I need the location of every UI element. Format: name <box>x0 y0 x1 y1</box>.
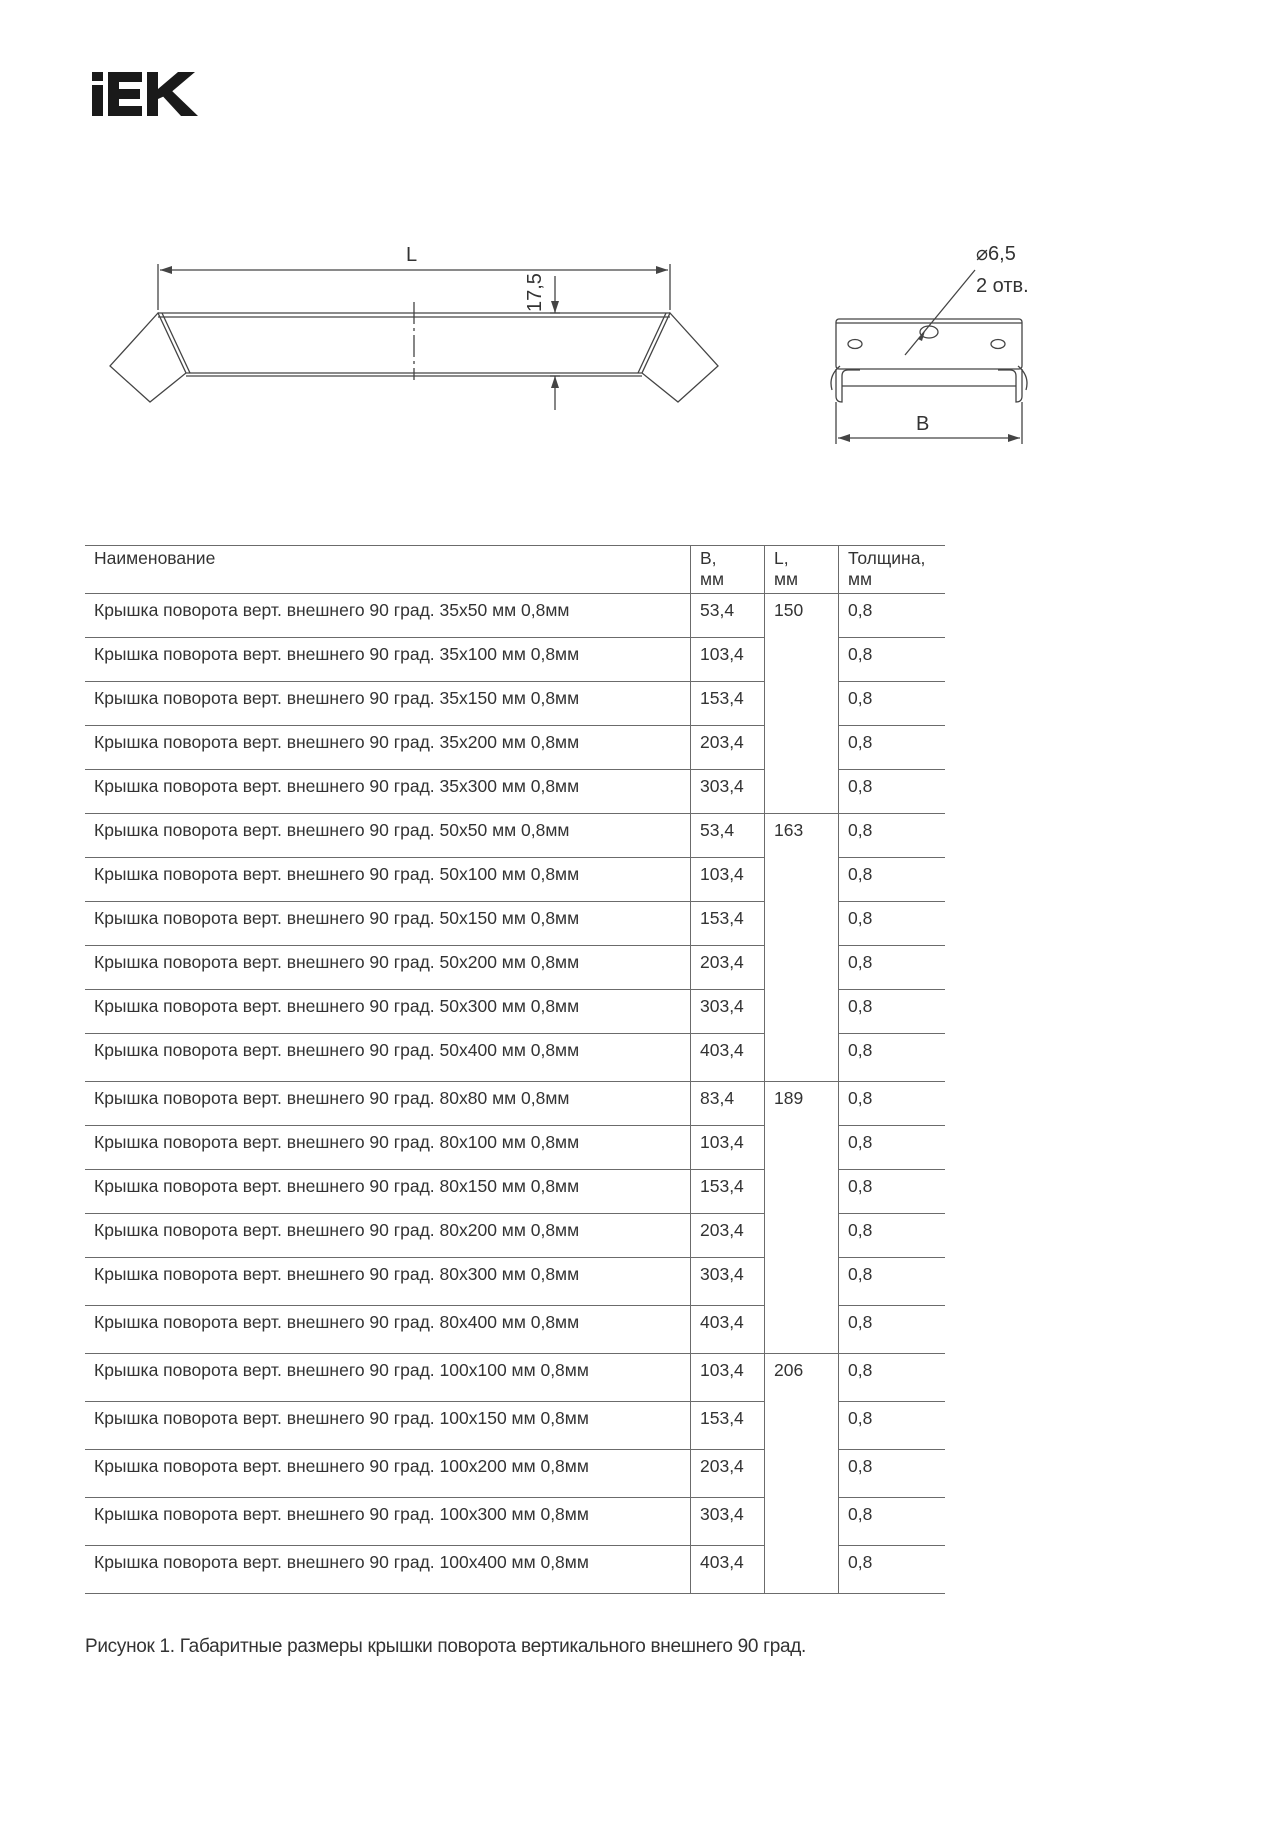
cell-b: 403,4 <box>691 1034 765 1082</box>
cell-thickness: 0,8 <box>839 1306 946 1354</box>
iek-logo <box>92 72 198 116</box>
side-view <box>110 302 718 402</box>
cell-b: 103,4 <box>691 858 765 902</box>
cell-thickness: 0,8 <box>839 1402 946 1450</box>
cell-name: Крышка поворота верт. внешнего 90 град. 35х200 мм 0,8мм <box>85 726 691 770</box>
cell-thickness: 0,8 <box>839 902 946 946</box>
cell-thickness: 0,8 <box>839 814 946 858</box>
cell-b: 403,4 <box>691 1546 765 1594</box>
width-label: B <box>916 413 930 435</box>
cell-name: Крышка поворота верт. внешнего 90 град. 80х100 мм 0,8мм <box>85 1126 691 1170</box>
header-name: Наименование <box>85 546 691 594</box>
cell-name: Крышка поворота верт. внешнего 90 град. 35х150 мм 0,8мм <box>85 682 691 726</box>
cell-thickness: 0,8 <box>839 858 946 902</box>
cell-b: 83,4 <box>691 1082 765 1126</box>
height-label: 17,5 <box>524 273 546 312</box>
hole-count-label: 2 отв. <box>976 275 1029 297</box>
cell-thickness: 0,8 <box>839 594 946 638</box>
cell-thickness: 0,8 <box>839 1258 946 1306</box>
cell-thickness: 0,8 <box>839 990 946 1034</box>
cell-l: 206 <box>765 1354 839 1594</box>
table-body <box>85 594 945 1594</box>
header-l: L, мм <box>765 546 839 594</box>
cell-name: Крышка поворота верт. внешнего 90 град. 35х50 мм 0,8мм <box>85 594 691 638</box>
cell-thickness: 0,8 <box>839 726 946 770</box>
cell-name: Крышка поворота верт. внешнего 90 град. 80х300 мм 0,8мм <box>85 1258 691 1306</box>
figure-caption: Рисунок 1. Габаритные размеры крышки поворота вертикального внешнего 90 град. <box>85 1636 807 1657</box>
cell-b: 53,4 <box>691 594 765 638</box>
cell-thickness: 0,8 <box>839 1126 946 1170</box>
cell-name: Крышка поворота верт. внешнего 90 град. 100х200 мм 0,8мм <box>85 1450 691 1498</box>
cell-thickness: 0,8 <box>839 682 946 726</box>
table-header-row <box>85 546 945 594</box>
cell-name: Крышка поворота верт. внешнего 90 град. 50х300 мм 0,8мм <box>85 990 691 1034</box>
cell-name: Крышка поворота верт. внешнего 90 град. 100х300 мм 0,8мм <box>85 1498 691 1546</box>
cell-name: Крышка поворота верт. внешнего 90 град. 50х200 мм 0,8мм <box>85 946 691 990</box>
table-row <box>85 814 945 858</box>
cell-thickness: 0,8 <box>839 1034 946 1082</box>
cell-b: 103,4 <box>691 638 765 682</box>
cell-l: 150 <box>765 594 839 814</box>
cell-name: Крышка поворота верт. внешнего 90 град. 80х150 мм 0,8мм <box>85 1170 691 1214</box>
cell-thickness: 0,8 <box>839 1498 946 1546</box>
cell-name: Крышка поворота верт. внешнего 90 град. 50х150 мм 0,8мм <box>85 902 691 946</box>
cell-b: 103,4 <box>691 1354 765 1402</box>
cell-b: 153,4 <box>691 902 765 946</box>
cell-name: Крышка поворота верт. внешнего 90 град. 100х100 мм 0,8мм <box>85 1354 691 1402</box>
cell-name: Крышка поворота верт. внешнего 90 град. 35х300 мм 0,8мм <box>85 770 691 814</box>
cell-thickness: 0,8 <box>839 1450 946 1498</box>
cell-thickness: 0,8 <box>839 770 946 814</box>
cell-name: Крышка поворота верт. внешнего 90 град. 50х100 мм 0,8мм <box>85 858 691 902</box>
cell-b: 153,4 <box>691 1402 765 1450</box>
cell-l: 163 <box>765 814 839 1082</box>
cell-b: 403,4 <box>691 1306 765 1354</box>
cell-thickness: 0,8 <box>839 1082 946 1126</box>
cell-name: Крышка поворота верт. внешнего 90 град. 80х400 мм 0,8мм <box>85 1306 691 1354</box>
table-row <box>85 594 945 638</box>
cell-b: 303,4 <box>691 1258 765 1306</box>
length-label: L <box>406 244 418 266</box>
height-dimension-line <box>550 276 560 410</box>
cell-name: Крышка поворота верт. внешнего 90 град. 100х400 мм 0,8мм <box>85 1546 691 1594</box>
cell-b: 203,4 <box>691 1450 765 1498</box>
cell-name: Крышка поворота верт. внешнего 90 град. 50х50 мм 0,8мм <box>85 814 691 858</box>
dimension-drawing <box>0 220 1280 460</box>
cell-name: Крышка поворота верт. внешнего 90 град. 100х150 мм 0,8мм <box>85 1402 691 1450</box>
cell-thickness: 0,8 <box>839 946 946 990</box>
spec-table <box>85 545 945 1594</box>
cell-b: 103,4 <box>691 1126 765 1170</box>
table-row <box>85 1354 945 1402</box>
cell-b: 203,4 <box>691 1214 765 1258</box>
cell-b: 303,4 <box>691 770 765 814</box>
cell-thickness: 0,8 <box>839 638 946 682</box>
cell-b: 303,4 <box>691 1498 765 1546</box>
cell-name: Крышка поворота верт. внешнего 90 град. 80х80 мм 0,8мм <box>85 1082 691 1126</box>
cell-b: 203,4 <box>691 726 765 770</box>
cell-b: 153,4 <box>691 1170 765 1214</box>
cell-b: 303,4 <box>691 990 765 1034</box>
cell-l: 189 <box>765 1082 839 1354</box>
cell-thickness: 0,8 <box>839 1214 946 1258</box>
cell-name: Крышка поворота верт. внешнего 90 град. 80х200 мм 0,8мм <box>85 1214 691 1258</box>
table-row <box>85 1082 945 1126</box>
cell-name: Крышка поворота верт. внешнего 90 град. 50х400 мм 0,8мм <box>85 1034 691 1082</box>
cell-thickness: 0,8 <box>839 1546 946 1594</box>
header-b: B, мм <box>691 546 765 594</box>
cell-thickness: 0,8 <box>839 1354 946 1402</box>
cell-b: 53,4 <box>691 814 765 858</box>
hole-diameter-label: ⌀6,5 <box>976 243 1016 265</box>
cell-thickness: 0,8 <box>839 1170 946 1214</box>
cell-b: 153,4 <box>691 682 765 726</box>
cell-name: Крышка поворота верт. внешнего 90 град. 35х100 мм 0,8мм <box>85 638 691 682</box>
header-thickness: Толщина, мм <box>839 546 946 594</box>
cell-b: 203,4 <box>691 946 765 990</box>
